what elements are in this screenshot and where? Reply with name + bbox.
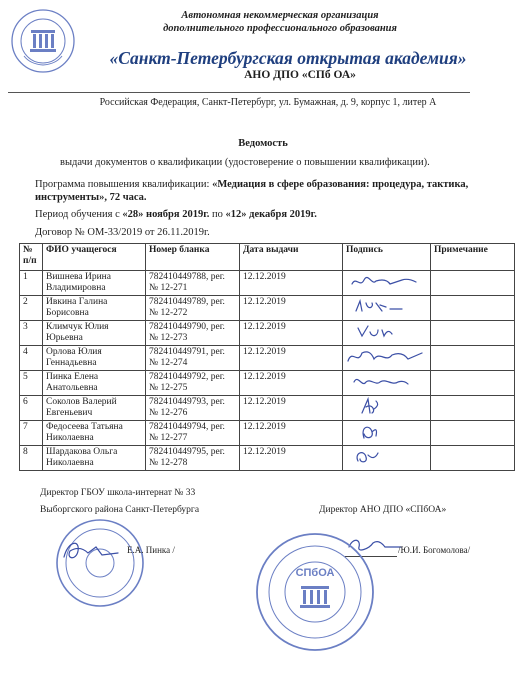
signature-cell xyxy=(343,346,431,371)
handwritten-signature xyxy=(346,447,426,467)
note-cell xyxy=(431,396,515,421)
note-cell xyxy=(431,321,515,346)
document-title: Ведомость xyxy=(238,138,288,149)
director1-title-line1: Директор ГБОУ школа-интернат № 33 xyxy=(40,488,196,498)
director2-title: Директор АНО ДПО «СПбОА» xyxy=(319,505,447,515)
table-header-row xyxy=(20,244,515,271)
signature-cell xyxy=(343,271,431,296)
signature-cell xyxy=(343,321,431,346)
signature-cell xyxy=(343,421,431,446)
handwritten-signature xyxy=(346,322,426,342)
row-number: 7 xyxy=(20,421,43,446)
blank-number: 782410449788, рег. № 12-271 xyxy=(146,271,240,296)
handwritten-signature xyxy=(346,397,426,417)
table-row xyxy=(20,371,515,396)
student-name: Шардакова Ольга Николаевна xyxy=(43,446,146,471)
academy-seal-stamp xyxy=(255,532,375,652)
blank-number: 782410449793, рег. № 12-276 xyxy=(146,396,240,421)
signature-cell xyxy=(343,296,431,321)
table-row xyxy=(20,271,515,296)
student-name: Климчук Юлия Юрьевна xyxy=(43,321,146,346)
header-divider xyxy=(8,92,470,93)
row-number: 2 xyxy=(20,296,43,321)
document-subtitle: выдачи документов о квалификации (удостоверение о повышении квалификации). xyxy=(60,157,430,168)
blank-number: 782410449792, рег. № 12-275 xyxy=(146,371,240,396)
student-name: Ивкина Галина Борисовна xyxy=(43,296,146,321)
handwritten-signature xyxy=(346,422,426,442)
director1-signature xyxy=(58,535,128,565)
student-name: Федосеева Татьяна Николаевна xyxy=(43,421,146,446)
col-signature-header: Подпись xyxy=(343,244,431,271)
period-mid: по xyxy=(209,209,226,220)
academy-name: «Санкт-Петербургская открытая академия» xyxy=(109,48,467,68)
blank-number: 782410449791, рег. № 12-274 xyxy=(146,346,240,371)
student-name: Орлова Юлия Геннадьевна xyxy=(43,346,146,371)
col-name-header: ФИО учащегося xyxy=(43,244,146,271)
handwritten-signature xyxy=(346,297,426,317)
issue-date: 12.12.2019 xyxy=(240,321,343,346)
row-number: 1 xyxy=(20,271,43,296)
issue-date: 12.12.2019 xyxy=(240,296,343,321)
director1-title-line2: Выборгского района Санкт-Петербурга xyxy=(40,505,200,515)
row-number: 4 xyxy=(20,346,43,371)
academy-logo xyxy=(10,8,76,74)
org-line-2: дополнительного профессионального образования xyxy=(163,23,397,34)
org-line-1: Автономная некоммерческая организация xyxy=(181,10,379,21)
issue-date: 12.12.2019 xyxy=(240,371,343,396)
col-blank-header: Номер бланка xyxy=(146,244,240,271)
seal-label: СПбОА xyxy=(295,567,335,579)
issue-date: 12.12.2019 xyxy=(240,396,343,421)
note-cell xyxy=(431,271,515,296)
program-line xyxy=(35,178,485,204)
issue-date: 12.12.2019 xyxy=(240,446,343,471)
note-cell xyxy=(431,346,515,371)
period-line xyxy=(35,209,317,220)
contract-line: Договор № ОМ-33/2019 от 26.11.2019г. xyxy=(35,227,210,238)
signature-cell xyxy=(343,396,431,421)
row-number: 8 xyxy=(20,446,43,471)
issue-date: 12.12.2019 xyxy=(240,346,343,371)
program-name: «Медиация в сфере образования: процедура, тактика, инструменты», 72 часа. xyxy=(35,179,469,203)
table-row xyxy=(20,421,515,446)
short-name: АНО ДПО «СПб ОА» xyxy=(244,69,356,81)
col-number-header: № п/п xyxy=(20,244,43,271)
row-number: 6 xyxy=(20,396,43,421)
table-row xyxy=(20,296,515,321)
col-date-header: Дата выдачи xyxy=(240,244,343,271)
table-row xyxy=(20,346,515,371)
handwritten-signature xyxy=(346,372,426,392)
note-cell xyxy=(431,421,515,446)
student-name: Вишнева Ирина Владимировна xyxy=(43,271,146,296)
handwritten-signature xyxy=(346,347,426,367)
student-name: Пинка Елена Анатольевна xyxy=(43,371,146,396)
note-cell xyxy=(431,371,515,396)
blank-number: 782410449795, рег. № 12-278 xyxy=(146,446,240,471)
blank-number: 782410449790, рег. № 12-273 xyxy=(146,321,240,346)
signature-cell xyxy=(343,446,431,471)
col-note-header: Примечание xyxy=(431,244,515,271)
period-end: «12» декабря 2019г. xyxy=(225,209,317,220)
blank-number: 782410449789, рег. № 12-272 xyxy=(146,296,240,321)
note-cell xyxy=(431,296,515,321)
blank-number: 782410449794, рег. № 12-277 xyxy=(146,421,240,446)
table-row xyxy=(20,396,515,421)
issue-date: 12.12.2019 xyxy=(240,421,343,446)
period-label: Период обучения с xyxy=(35,209,123,220)
row-number: 5 xyxy=(20,371,43,396)
signature-cell xyxy=(343,371,431,396)
row-number: 3 xyxy=(20,321,43,346)
director1-name: Е.А. Пинка / xyxy=(127,545,175,555)
issuance-table xyxy=(19,243,515,471)
program-label: Программа повышения квалификации: xyxy=(35,179,213,190)
issue-date: 12.12.2019 xyxy=(240,271,343,296)
table-row xyxy=(20,321,515,346)
period-start: «28» ноября 2019г. xyxy=(122,209,210,220)
director2-name: /Ю.И. Богомолова/ xyxy=(398,545,471,555)
table-row xyxy=(20,446,515,471)
address: Российская Федерация, Санкт-Петербург, ул. Бумажная, д. 9, корпус 1, литер А xyxy=(99,97,437,108)
note-cell xyxy=(431,446,515,471)
student-name: Соколов Валерий Евгеньевич xyxy=(43,396,146,421)
handwritten-signature xyxy=(346,272,426,292)
